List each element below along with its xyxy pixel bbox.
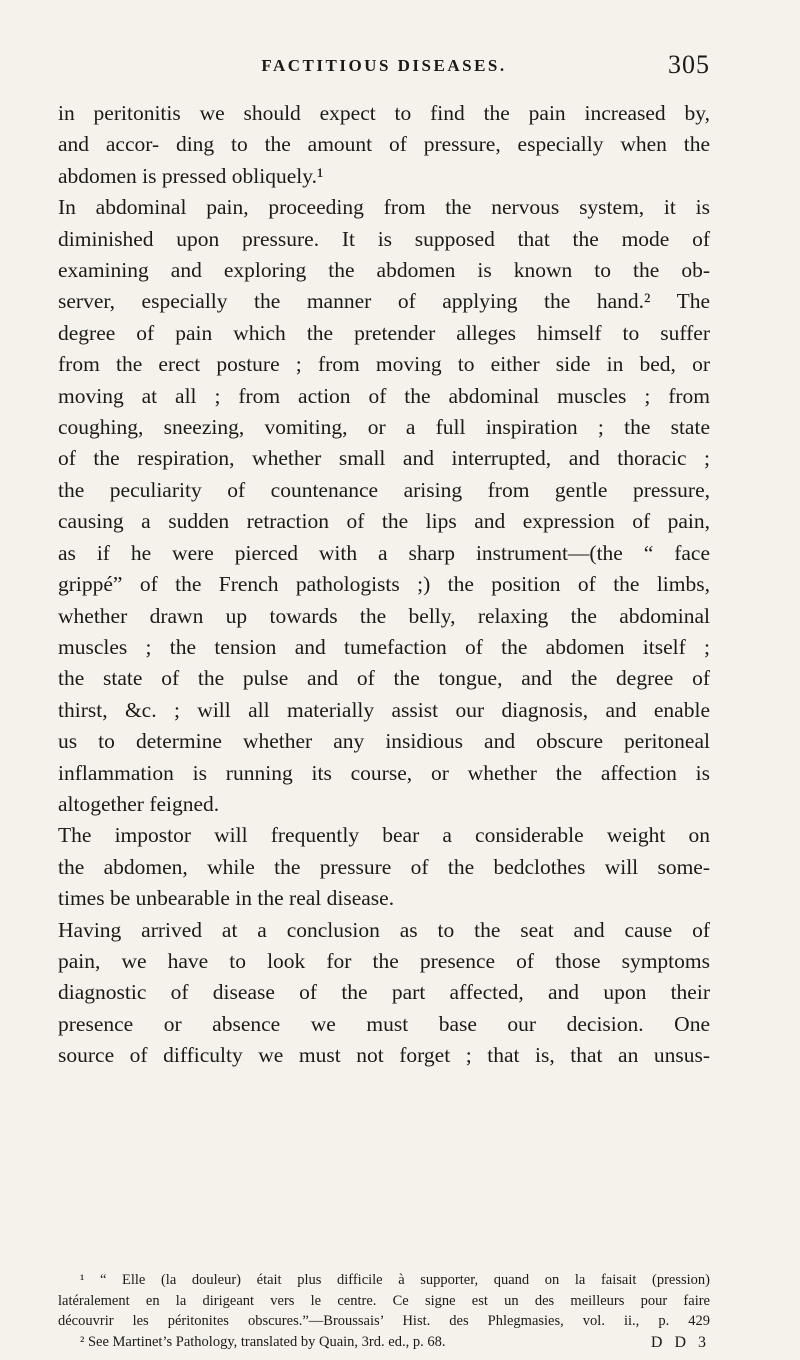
body-line: diminished upon pressure. It is supposed that the mode of bbox=[58, 226, 710, 251]
body-line: In abdominal pain, proceeding from the nervous system, it is bbox=[58, 195, 710, 220]
body-line: altogether feigned. bbox=[58, 791, 220, 816]
body-line: from the erect posture ; from moving to either side in bed, or bbox=[58, 352, 710, 377]
body-line: the state of the pulse and of the tongue, and the degree of bbox=[58, 666, 710, 691]
body-line: examining and exploring the abdomen is known to the ob- bbox=[58, 258, 710, 283]
body-line: as if he were pierced with a sharp instrument—(the “ face bbox=[58, 540, 710, 565]
body-line: in peritonitis we should expect to find the pain increased by, bbox=[58, 101, 710, 125]
body-line: diagnostic of disease of the part affected, and upon their bbox=[58, 980, 710, 1005]
footnotes bbox=[58, 1270, 710, 1352]
body-line: server, especially the manner of applying the hand.² The bbox=[58, 289, 710, 314]
body-line: inflammation is running its course, or whether the affection is bbox=[58, 760, 710, 785]
body-line: the peculiarity of countenance arising from gentle pressure, bbox=[58, 477, 710, 502]
body-line: us to determine whether any insidious and obscure peritoneal bbox=[58, 729, 710, 754]
body-line: degree of pain which the pretender alleges himself to suffer bbox=[58, 320, 710, 345]
running-head bbox=[58, 50, 710, 86]
body-line: coughing, sneezing, vomiting, or a full inspiration ; the state bbox=[58, 415, 710, 440]
body-line: the abdomen, while the pressure of the bedclothes will some- bbox=[58, 854, 710, 879]
footnote-line: découvrir les péritonites obscures.”—Broussais’ Hist. des Phlegmasies, vol. ii., p. 429 bbox=[58, 1313, 710, 1329]
body-line: The impostor will frequently bear a considerable weight on bbox=[58, 823, 710, 848]
body-line: grippé” of the French pathologists ;) the position of the limbs, bbox=[58, 572, 710, 597]
body-line: presence or absence we must base our decision. One bbox=[58, 1011, 710, 1036]
body-line: times be unbearable in the real disease. bbox=[58, 886, 395, 911]
body-line: whether drawn up towards the belly, relaxing the abdominal bbox=[58, 603, 710, 628]
body-line: Having arrived at a conclusion as to the seat and cause of bbox=[58, 917, 710, 942]
body-line: and accor- ding to the amount of pressure, especially when the bbox=[58, 132, 710, 157]
footnote-line: ² See Martinet’s Pathology, translated by Quain, 3rd. ed., p. 68. bbox=[80, 1333, 446, 1350]
body-line: pain, we have to look for the presence of those symptoms bbox=[58, 948, 710, 973]
body-line: thirst, &c. ; will all materially assist our diagnosis, and enable bbox=[58, 697, 710, 722]
signature-mark: D D 3 bbox=[650, 1334, 710, 1351]
page-number: 305 bbox=[668, 50, 710, 79]
running-title: FACTITIOUS DISEASES. bbox=[261, 56, 507, 75]
footnote-line: ¹ “ Elle (la douleur) était plus difficile à supporter, quand on la faisait (pression) bbox=[80, 1272, 710, 1288]
body-line: moving at all ; from action of the abdominal muscles ; from bbox=[58, 383, 710, 408]
body-line: muscles ; the tension and tumefaction of the abdomen itself ; bbox=[58, 634, 710, 659]
footnote-line: latéralement en la dirigeant vers le centre. Ce signe est un des meilleurs pour faire bbox=[58, 1292, 710, 1309]
body-line: causing a sudden retraction of the lips and expression of pain, bbox=[58, 509, 710, 534]
body-text bbox=[58, 98, 710, 1072]
body-line: of the respiration, whether small and interrupted, and thoracic ; bbox=[58, 446, 710, 471]
body-line: source of difficulty we must not forget ; that is, that an unsus- bbox=[58, 1043, 710, 1068]
body-line: abdomen is pressed obliquely.¹ bbox=[58, 163, 324, 188]
